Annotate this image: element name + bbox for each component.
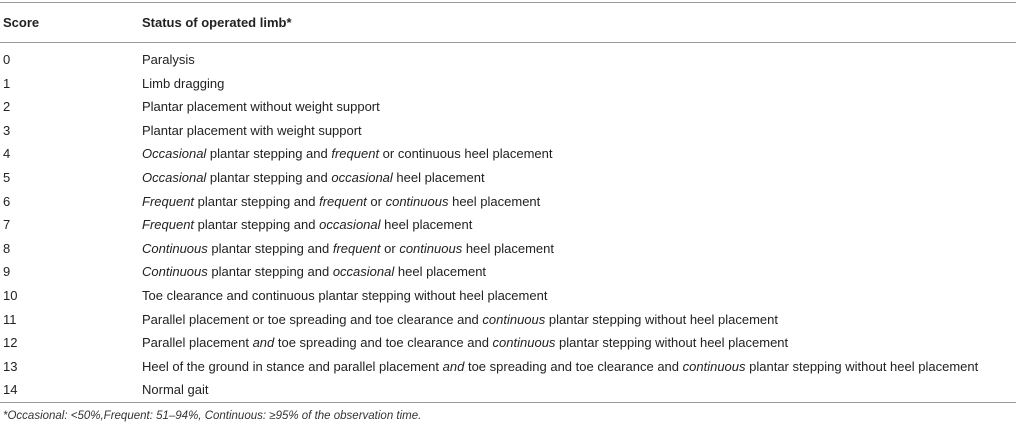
status-text: toe spreading and toe clearance and (464, 358, 683, 374)
row-status (142, 190, 540, 214)
status-text: Limb dragging (142, 75, 225, 91)
row-status (142, 213, 472, 237)
row-score: 4 (3, 146, 11, 162)
row-score: 8 (3, 240, 11, 256)
row-score: 5 (3, 169, 11, 185)
table-header-row (0, 2, 1016, 42)
row-status (142, 308, 778, 332)
status-text: Plantar placement with weight support (142, 122, 362, 138)
status-emphasis: occasional (331, 169, 393, 185)
status-emphasis: continuous (399, 240, 463, 256)
status-emphasis: continuous (492, 335, 556, 351)
status-text: Normal gait (142, 382, 209, 398)
row-status (142, 331, 788, 355)
table-row (0, 237, 1016, 261)
row-status (142, 142, 553, 166)
status-text: or (366, 193, 386, 209)
status-emphasis: frequent (332, 240, 381, 256)
row-score: 3 (3, 122, 11, 138)
table-row (0, 331, 1016, 355)
status-emphasis: Continuous (142, 240, 208, 256)
status-text: heel placement (462, 240, 554, 256)
status-text: plantar stepping without heel placement (555, 335, 789, 351)
table-row (0, 95, 1016, 119)
row-status (142, 119, 362, 143)
status-text: or continuous heel placement (379, 146, 553, 162)
row-score: 12 (3, 335, 18, 351)
row-status (142, 260, 486, 284)
row-status (142, 355, 978, 379)
row-score: 10 (3, 287, 18, 303)
status-text: plantar stepping and (194, 217, 320, 233)
table-row (0, 142, 1016, 166)
row-score: 9 (3, 264, 11, 280)
status-text: plantar stepping and (207, 240, 333, 256)
status-text: plantar stepping and (207, 264, 333, 280)
status-emphasis: occasional (332, 264, 395, 280)
table-row (0, 119, 1016, 143)
row-score: 13 (3, 358, 18, 374)
status-emphasis: Continuous (142, 264, 208, 280)
status-emphasis: frequent (319, 193, 367, 209)
status-text: plantar stepping and (206, 146, 332, 162)
header-score: Score (3, 14, 40, 30)
status-text: or (380, 240, 400, 256)
table-row (0, 166, 1016, 190)
row-status (142, 284, 547, 308)
table-row (0, 260, 1016, 284)
status-emphasis: Frequent (142, 217, 195, 233)
row-status (142, 378, 208, 402)
status-emphasis: occasional (319, 217, 381, 233)
status-text: plantar stepping without heel placement (745, 358, 979, 374)
row-score: 6 (3, 193, 11, 209)
table-row (0, 308, 1016, 332)
status-text: toe spreading and toe clearance and (274, 335, 493, 351)
row-score: 11 (3, 311, 17, 327)
status-text: Toe clearance and continuous plantar stepping without heel placement (142, 287, 548, 303)
table-row (0, 355, 1016, 379)
status-text: heel placement (380, 217, 473, 233)
status-text: plantar stepping and (194, 193, 320, 209)
header-status: Status of operated limb* (142, 14, 292, 30)
status-emphasis: continuous (682, 358, 746, 374)
table-body (0, 48, 1016, 402)
status-text: heel placement (392, 169, 485, 185)
row-score: 7 (3, 217, 11, 233)
status-emphasis: Occasional (142, 169, 207, 185)
row-status (142, 48, 195, 72)
table-footnote: *Occasional: <50%,Frequent: 51–94%, Continuous: ≥95% of the observation time. (3, 410, 422, 422)
status-emphasis: frequent (331, 146, 380, 162)
table-row (0, 284, 1016, 308)
status-emphasis: continuous (482, 311, 546, 327)
table-header-rule (0, 42, 1016, 43)
status-text: plantar stepping without heel placement (545, 311, 778, 327)
table-row (0, 378, 1016, 402)
status-emphasis: Frequent (142, 193, 195, 209)
status-text: Plantar placement without weight support (142, 99, 380, 115)
row-score: 14 (3, 382, 18, 398)
status-text: heel placement (448, 193, 541, 209)
status-emphasis: continuous (385, 193, 449, 209)
status-text: heel placement (394, 264, 487, 280)
status-text: Parallel placement (142, 335, 253, 351)
row-status (142, 166, 485, 190)
row-score: 2 (3, 99, 11, 115)
row-status (142, 237, 554, 261)
status-text: Heel of the ground in stance and parallel placement (142, 358, 443, 374)
status-emphasis: and (442, 358, 465, 374)
status-text: Paralysis (142, 52, 195, 67)
status-emphasis: and (252, 335, 275, 351)
status-text: plantar stepping and (206, 169, 332, 185)
table-bottom-rule (0, 402, 1016, 403)
row-status (142, 72, 224, 96)
row-score: 1 (3, 75, 11, 91)
table-row (0, 72, 1016, 96)
table-row (0, 48, 1016, 72)
status-emphasis: Occasional (142, 146, 207, 162)
status-text: Parallel placement or toe spreading and toe clearance and (142, 311, 483, 327)
table-row (0, 213, 1016, 237)
table-row (0, 190, 1016, 214)
row-score: 0 (3, 52, 11, 67)
row-status (142, 95, 380, 119)
